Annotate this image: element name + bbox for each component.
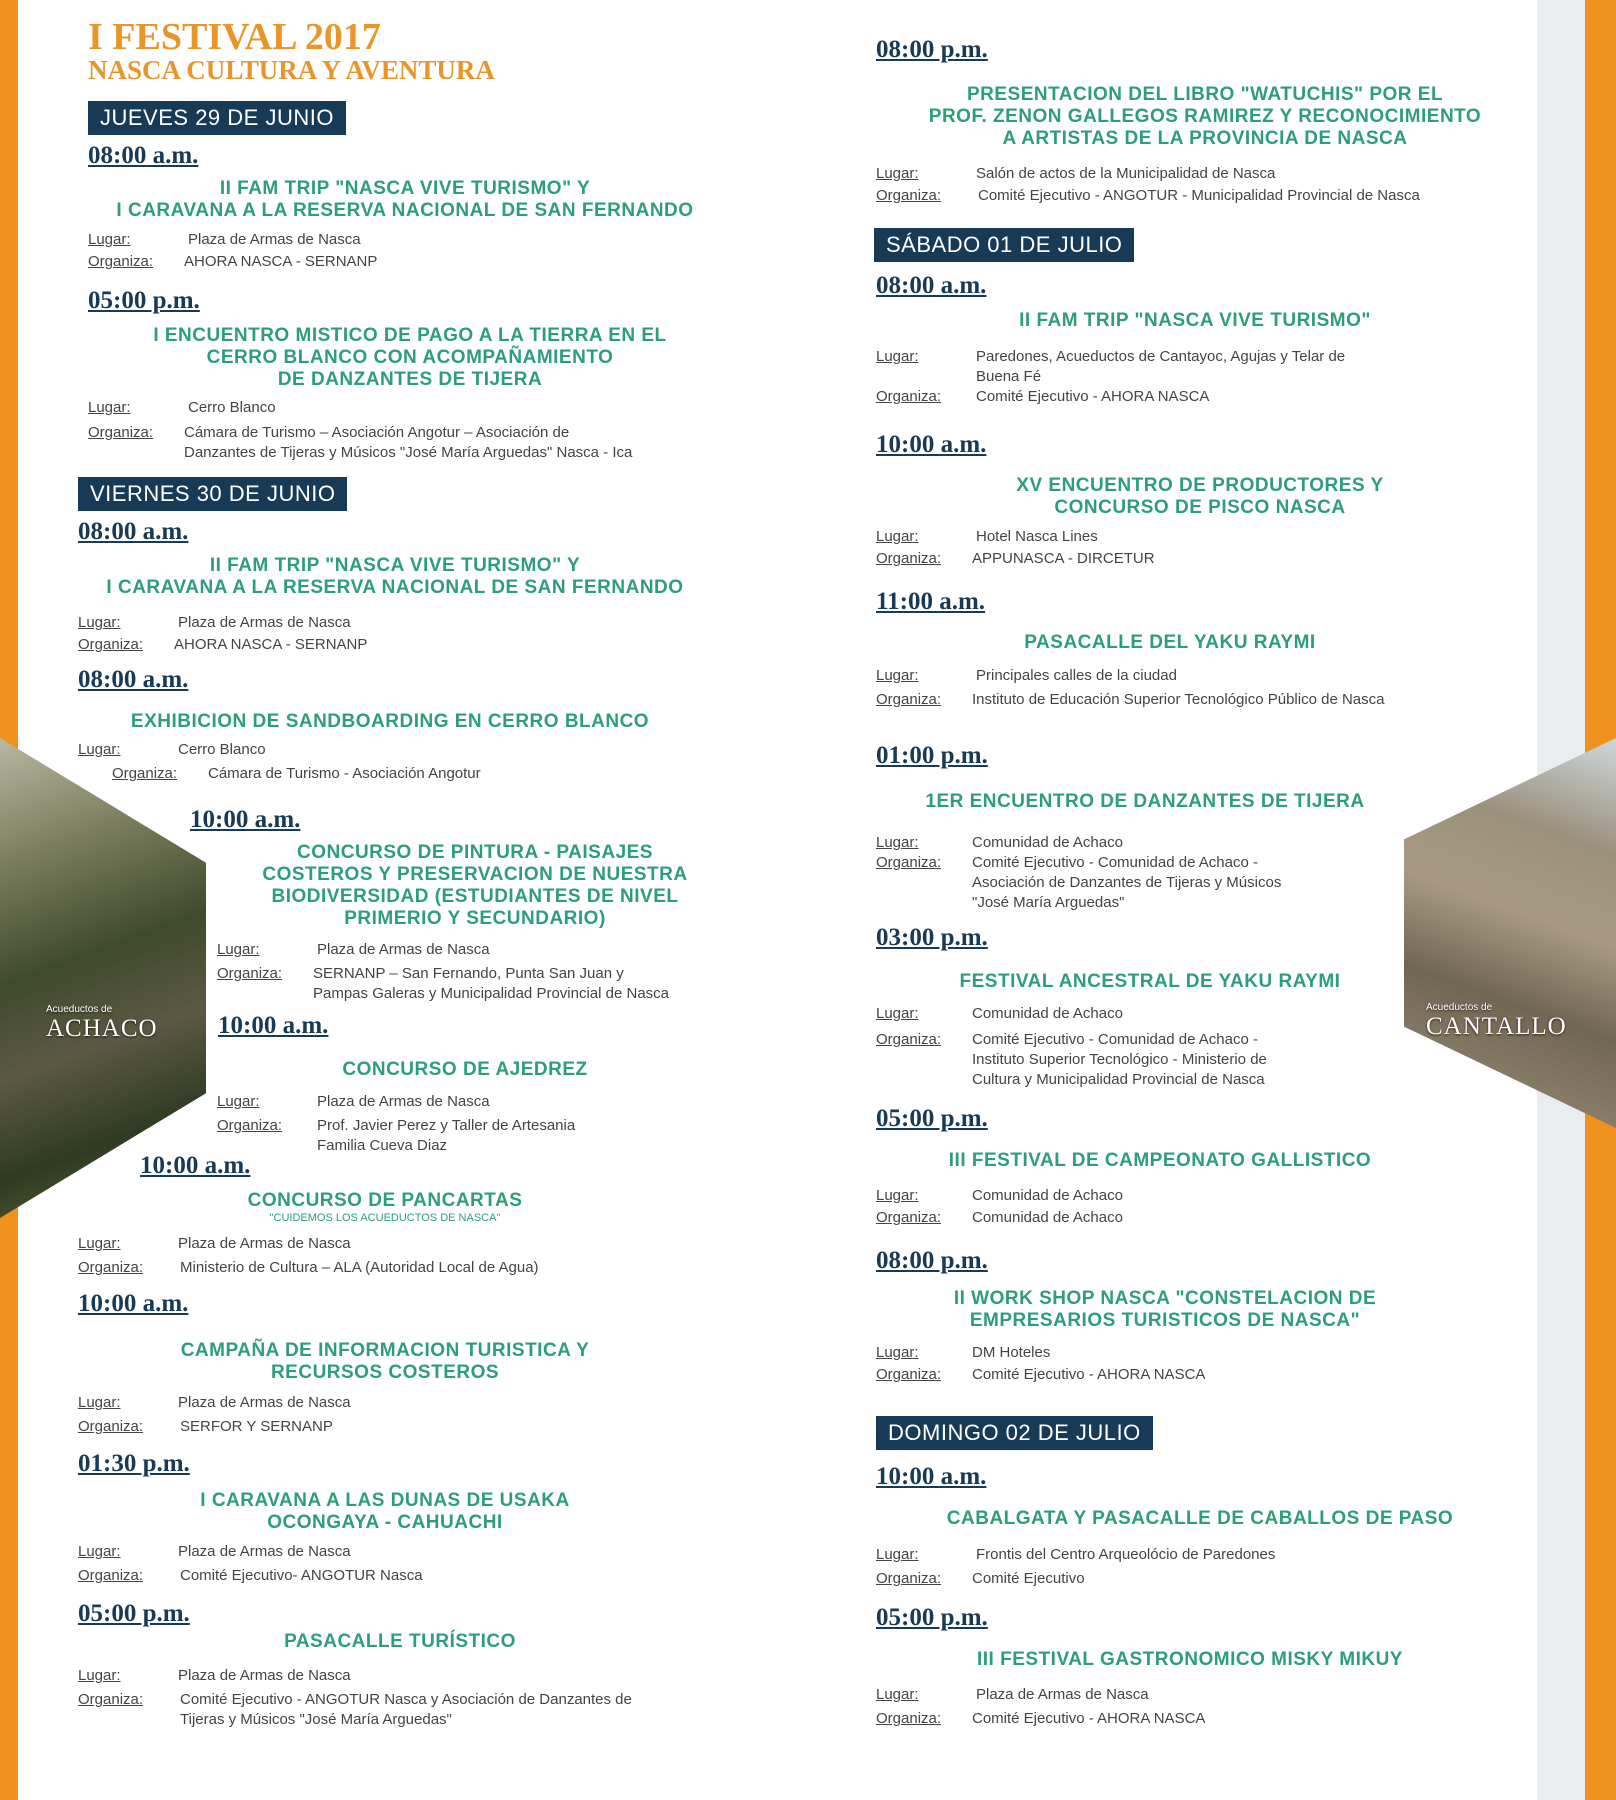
- event-time: 05:00 p.m.: [876, 1604, 988, 1631]
- event-organiza: SERFOR Y SERNANP: [180, 1418, 333, 1435]
- event-title: PASACALLE DEL YAKU RAYMI: [1024, 632, 1316, 653]
- organiza-label: Organiza:: [876, 1031, 942, 1048]
- event-lugar: Comunidad de Achaco: [972, 1005, 1123, 1022]
- event-organiza: Comité Ejecutivo: [972, 1570, 1085, 1587]
- event-organiza: Instituto de Educación Superior Tecnológico Público de Nasca: [972, 691, 1385, 708]
- event-lugar: Plaza de Armas de Nasca: [976, 1686, 1149, 1703]
- achaco-caption-big: ACHACO: [46, 1015, 158, 1042]
- event-subtitle: "CUIDEMOS LOS ACUEDUCTOS DE NASCA": [269, 1212, 501, 1224]
- event-organiza: Comité Ejecutivo - AHORA NASCA: [972, 1366, 1206, 1383]
- event-time: 01:30 p.m.: [78, 1450, 190, 1477]
- lugar-label: Lugar:: [876, 834, 919, 851]
- event-title: III FESTIVAL DE CAMPEONATO GALLISTICO: [948, 1150, 1372, 1171]
- event-time: 10:00 a.m.: [876, 431, 987, 458]
- organiza-label: Organiza:: [78, 1691, 144, 1708]
- organiza-label: Organiza:: [876, 550, 942, 567]
- lugar-label: Lugar:: [78, 614, 121, 631]
- event-lugar: Frontis del Centro Arqueolócio de Paredones: [976, 1546, 1276, 1563]
- organiza-label: Organiza:: [78, 636, 144, 653]
- lugar-label: Lugar:: [876, 1005, 919, 1022]
- event-title: II FAM TRIP "NASCA VIVE TURISMO" Y I CARAVANA A LA RESERVA NACIONAL DE SAN FERNANDO: [116, 178, 694, 221]
- event-time: 08:00 p.m.: [876, 1247, 988, 1274]
- event-lugar: Cerro Blanco: [178, 741, 266, 758]
- organiza-label: Organiza:: [78, 1259, 144, 1276]
- event-title: FESTIVAL ANCESTRAL DE YAKU RAYMI: [959, 971, 1341, 992]
- event-lugar: Plaza de Armas de Nasca: [178, 1543, 351, 1560]
- event-organiza: Comité Ejecutivo- ANGOTUR Nasca: [180, 1567, 423, 1584]
- day-banner-viernes: VIERNES 30 DE JUNIO: [78, 477, 347, 511]
- event-title: II FAM TRIP "NASCA VIVE TURISMO": [1019, 310, 1371, 331]
- event-title: I CARAVANA A LAS DUNAS DE USAKA OCONGAYA - CAHUACHI: [200, 1490, 570, 1533]
- event-organiza: Comité Ejecutivo - AHORA NASCA: [976, 388, 1210, 405]
- event-time: 10:00 a.m.: [140, 1152, 251, 1179]
- event-lugar: Plaza de Armas de Nasca: [317, 941, 490, 958]
- event-time: 01:00 p.m.: [876, 742, 988, 769]
- event-title: CONCURSO DE PANCARTAS: [247, 1190, 523, 1211]
- event-time: 03:00 p.m.: [876, 924, 988, 951]
- festival-subtitle: NASCA CULTURA Y AVENTURA: [88, 55, 495, 85]
- event-time: 08:00 a.m.: [88, 142, 199, 169]
- lugar-label: Lugar:: [876, 348, 919, 365]
- event-title: I ENCUENTRO MISTICO DE PAGO A LA TIERRA EN EL CERRO BLANCO CON ACOMPAÑAMIENTO DE DANZANTES DE TIJERA: [153, 325, 667, 390]
- event-organiza: Cámara de Turismo - Asociación Angotur: [208, 765, 481, 782]
- lugar-label: Lugar:: [876, 1344, 919, 1361]
- lugar-label: Lugar:: [78, 1235, 121, 1252]
- event-lugar: DM Hoteles: [972, 1344, 1051, 1361]
- event-lugar: Cerro Blanco: [188, 399, 276, 416]
- event-lugar: Plaza de Armas de Nasca: [178, 614, 351, 631]
- event-time: 08:00 a.m.: [876, 272, 987, 299]
- event-title: II WORK SHOP NASCA "CONSTELACION DE EMPRESARIOS TURISTICOS DE NASCA": [953, 1288, 1377, 1331]
- event-title: 1ER ENCUENTRO DE DANZANTES DE TIJERA: [925, 791, 1365, 812]
- event-title: PASACALLE TURÍSTICO: [284, 1631, 516, 1652]
- achaco-photo: [0, 738, 206, 1218]
- event-organiza: Cámara de Turismo – Asociación Angotur – Asociación de Danzantes de Tijeras y Músicos "José María Arguedas" Nasca - Ica: [184, 424, 633, 461]
- event-title: CONCURSO DE PINTURA - PAISAJES COSTEROS Y PRESERVACION DE NUESTRA BIODIVERSIDAD (ESTUDIANTES DE NIVEL PRIMERIO Y SECUNDARIO): [262, 842, 688, 929]
- organiza-label: Organiza:: [78, 1418, 144, 1435]
- organiza-label: Organiza:: [876, 1209, 942, 1226]
- cantallo-caption-small: Acueductos de: [1426, 1002, 1493, 1013]
- lugar-label: Lugar:: [876, 1686, 919, 1703]
- lugar-label: Lugar:: [217, 941, 260, 958]
- organiza-label: Organiza:: [78, 1567, 144, 1584]
- event-organiza: AHORA NASCA - SERNANP: [174, 636, 368, 653]
- organiza-label: Organiza:: [88, 253, 154, 270]
- event-lugar: Plaza de Armas de Nasca: [178, 1667, 351, 1684]
- lugar-label: Lugar:: [78, 1667, 121, 1684]
- organiza-label: Organiza:: [876, 388, 942, 405]
- organiza-label: Organiza:: [876, 1366, 942, 1383]
- event-organiza: Comité Ejecutivo - ANGOTUR Nasca y Asociación de Danzantes de Tijeras y Músicos "José María Arguedas": [180, 1691, 632, 1728]
- organiza-label: Organiza:: [876, 187, 942, 204]
- organiza-label: Organiza:: [876, 691, 942, 708]
- event-organiza: Prof. Javier Perez y Taller de Artesania Familia Cueva Diaz: [317, 1117, 576, 1154]
- event-lugar: Salón de actos de la Municipalidad de Nasca: [976, 165, 1276, 182]
- organiza-label: Organiza:: [876, 1570, 942, 1587]
- lugar-label: Lugar:: [88, 231, 131, 248]
- event-time: 05:00 p.m.: [876, 1105, 988, 1132]
- cantallo-caption: [1426, 1002, 1567, 1041]
- event-lugar: Principales calles de la ciudad: [976, 667, 1177, 684]
- event-lugar: Comunidad de Achaco: [972, 1187, 1123, 1204]
- event-organiza: Comité Ejecutivo - ANGOTUR - Municipalidad Provincial de Nasca: [978, 187, 1420, 204]
- lugar-label: Lugar:: [78, 1543, 121, 1560]
- event-time: 11:00 a.m.: [876, 588, 986, 615]
- event-organiza: SERNANP – San Fernando, Punta San Juan y Pampas Galeras y Municipalidad Provincial de Nasca: [313, 965, 670, 1002]
- achaco-caption: [46, 1004, 158, 1043]
- day-banner-sabado: SÁBADO 01 DE JULIO: [874, 228, 1134, 262]
- event-time: 08:00 a.m.: [78, 666, 189, 693]
- festival-header: [88, 18, 495, 84]
- event-organiza: Comité Ejecutivo - AHORA NASCA: [972, 1710, 1206, 1727]
- day-banner-domingo: DOMINGO 02 DE JULIO: [876, 1416, 1153, 1450]
- event-time: 10:00 a.m.: [190, 806, 301, 833]
- event-lugar: Paredones, Acueductos de Cantayoc, Agujas y Telar de Buena Fé: [976, 348, 1346, 385]
- lugar-label: Lugar:: [876, 528, 919, 545]
- event-title: CONCURSO DE AJEDREZ: [342, 1059, 588, 1080]
- event-time: 10:00 a.m.: [218, 1012, 329, 1039]
- cantallo-caption-big: CANTALLO: [1426, 1013, 1567, 1040]
- day-banner-jueves: JUEVES 29 DE JUNIO: [88, 101, 346, 135]
- event-title: CAMPAÑA DE INFORMACION TURISTICA Y RECURSOS COSTEROS: [180, 1340, 590, 1383]
- event-title: II FAM TRIP "NASCA VIVE TURISMO" Y I CARAVANA A LA RESERVA NACIONAL DE SAN FERNANDO: [106, 555, 684, 598]
- event-lugar: Hotel Nasca Lines: [976, 528, 1098, 545]
- organiza-label: Organiza:: [876, 854, 942, 871]
- festival-title: I FESTIVAL 2017: [88, 16, 381, 58]
- event-title: EXHIBICION DE SANDBOARDING EN CERRO BLANCO: [130, 711, 650, 732]
- lugar-label: Lugar:: [876, 667, 919, 684]
- event-time: 05:00 p.m.: [88, 287, 200, 314]
- event-lugar: Plaza de Armas de Nasca: [188, 231, 361, 248]
- event-title: XV ENCUENTRO DE PRODUCTORES Y CONCURSO DE PISCO NASCA: [1016, 475, 1384, 518]
- event-time: 05:00 p.m.: [78, 1600, 190, 1627]
- lugar-label: Lugar:: [876, 165, 919, 182]
- lugar-label: Lugar:: [876, 1187, 919, 1204]
- event-organiza: Comité Ejecutivo - Comunidad de Achaco - Instituto Superior Tecnológico - Ministerio de Cultura y Municipalidad Provincial de Nasca: [972, 1031, 1267, 1088]
- achaco-caption-small: Acueductos de: [46, 1004, 113, 1015]
- event-time: 08:00 a.m.: [78, 518, 189, 545]
- cantallo-photo: [1404, 738, 1616, 1128]
- event-organiza: Ministerio de Cultura – ALA (Autoridad Local de Agua): [180, 1259, 539, 1276]
- event-title: III FESTIVAL GASTRONOMICO MISKY MIKUY: [977, 1649, 1403, 1670]
- lugar-label: Lugar:: [217, 1093, 260, 1110]
- event-title: CABALGATA Y PASACALLE DE CABALLOS DE PASO: [946, 1508, 1454, 1529]
- event-lugar: Plaza de Armas de Nasca: [317, 1093, 490, 1110]
- organiza-label: Organiza:: [88, 424, 154, 441]
- event-time: 08:00 p.m.: [876, 36, 988, 63]
- lugar-label: Lugar:: [78, 1394, 121, 1411]
- event-organiza: APPUNASCA - DIRCETUR: [972, 550, 1155, 567]
- event-lugar: Plaza de Armas de Nasca: [178, 1235, 351, 1252]
- event-organiza: Comité Ejecutivo - Comunidad de Achaco - Asociación de Danzantes de Tijeras y Músicos "José María Arguedas": [972, 854, 1282, 911]
- organiza-label: Organiza:: [217, 965, 283, 982]
- organiza-label: Organiza:: [112, 765, 178, 782]
- event-lugar: Plaza de Armas de Nasca: [178, 1394, 351, 1411]
- event-time: 10:00 a.m.: [78, 1290, 189, 1317]
- lugar-label: Lugar:: [78, 741, 121, 758]
- event-title: PRESENTACION DEL LIBRO "WATUCHIS" POR EL PROF. ZENON GALLEGOS RAMIREZ Y RECONOCIMIENTO A ARTISTAS DE LA PROVINCIA DE NASCA: [928, 84, 1482, 149]
- event-lugar: Comunidad de Achaco: [972, 834, 1123, 851]
- organiza-label: Organiza:: [876, 1710, 942, 1727]
- event-organiza: Comunidad de Achaco: [972, 1209, 1123, 1226]
- event-organiza: AHORA NASCA - SERNANP: [184, 253, 378, 270]
- organiza-label: Organiza:: [217, 1117, 283, 1134]
- lugar-label: Lugar:: [876, 1546, 919, 1563]
- event-time: 10:00 a.m.: [876, 1463, 987, 1490]
- lugar-label: Lugar:: [88, 399, 131, 416]
